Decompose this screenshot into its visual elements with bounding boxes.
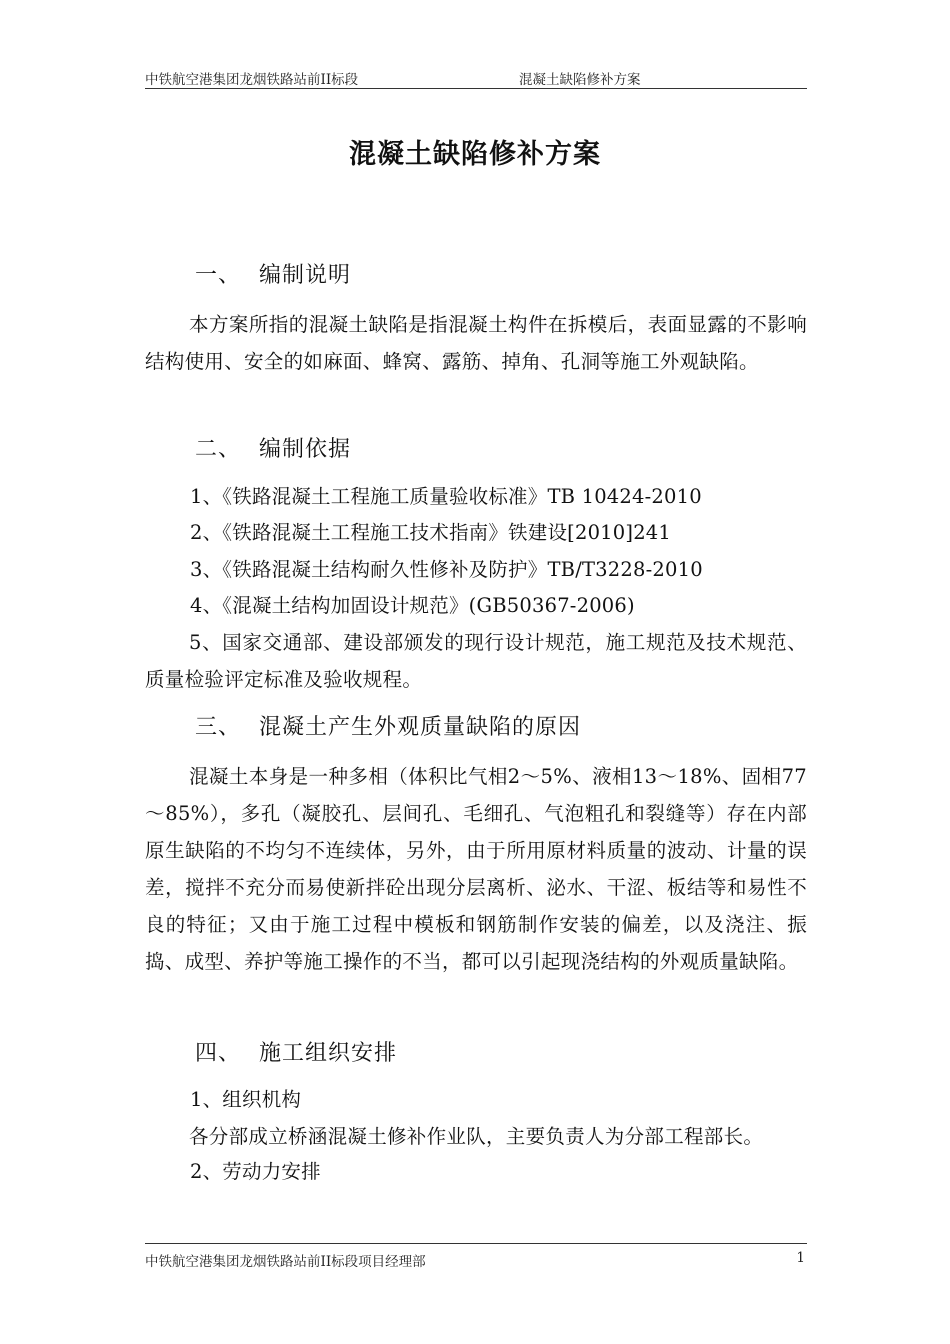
reference-item: 2、《铁路混凝土工程施工技术指南》铁建设[2010]241 — [190, 521, 672, 544]
section-title: 编制依据 — [259, 437, 352, 462]
paragraph-organization: 各分部成立桥涵混凝土修补作业队，主要负责人为分部工程部长。 — [189, 1125, 764, 1148]
subsection-heading: 2、劳动力安排 — [190, 1160, 321, 1183]
section-heading-2 — [195, 432, 351, 463]
page-number: 1 — [796, 1250, 805, 1266]
subsection-heading: 1、组织机构 — [190, 1088, 302, 1111]
page-header — [145, 68, 807, 88]
reference-item: 5、国家交通部、建设部颁发的现行设计规范，施工规范及技术规范、质量检验评定标准及验收规程。 — [145, 631, 807, 691]
header-doc-title: 混凝土缺陷修补方案 — [519, 72, 641, 88]
header-project: 中铁航空港集团龙烟铁路站前II标段 — [145, 72, 359, 88]
document-title: 混凝土缺陷修补方案 — [349, 139, 601, 170]
section-number: 一、 — [195, 263, 242, 288]
section-heading-4 — [195, 1036, 397, 1067]
paragraph-causes: 混凝土本身是一种多相（体积比气相2～5%、液相13～18%、固相77～85%），多孔（凝胶孔、层间孔、毛细孔、气泡粗孔和裂缝等）存在内部原生缺陷的不均匀不连续体，另外，由于所用原材料质量的波动、计量的误差，搅拌不充分而易使新拌砼出现分层离析、泌水、干涩、板结等和易性不良的特征；又由于施工过程中模板和钢筋制作安装的偏差，以及浇注、振捣、成型、养护等施工操作的不当，都可以引起现浇结构的外观质量缺陷。 — [145, 765, 807, 973]
section-title: 混凝土产生外观质量缺陷的原因 — [259, 715, 582, 740]
section-heading-3 — [195, 710, 581, 741]
section-heading-1 — [195, 258, 351, 289]
footer-divider — [145, 1243, 807, 1244]
paragraph-scope: 本方案所指的混凝土缺陷是指混凝土构件在拆模后，表面显露的不影响结构使用、安全的如麻面、蜂窝、露筋、掉角、孔洞等施工外观缺陷。 — [145, 313, 807, 373]
reference-item: 1、《铁路混凝土工程施工质量验收标准》TB 10424-2010 — [190, 485, 702, 508]
section-title: 编制说明 — [259, 263, 352, 288]
reference-item: 3、《铁路混凝土结构耐久性修补及防护》TB/T3228-2010 — [190, 558, 703, 581]
section-title: 施工组织安排 — [259, 1041, 398, 1066]
header-divider — [145, 88, 807, 89]
reference-item: 4、《混凝土结构加固设计规范》(GB50367-2006) — [190, 594, 635, 617]
section-number: 四、 — [195, 1041, 242, 1066]
section-number: 三、 — [195, 715, 242, 740]
section-number: 二、 — [195, 437, 242, 462]
footer-department: 中铁航空港集团龙烟铁路站前II标段项目经理部 — [145, 1254, 426, 1270]
